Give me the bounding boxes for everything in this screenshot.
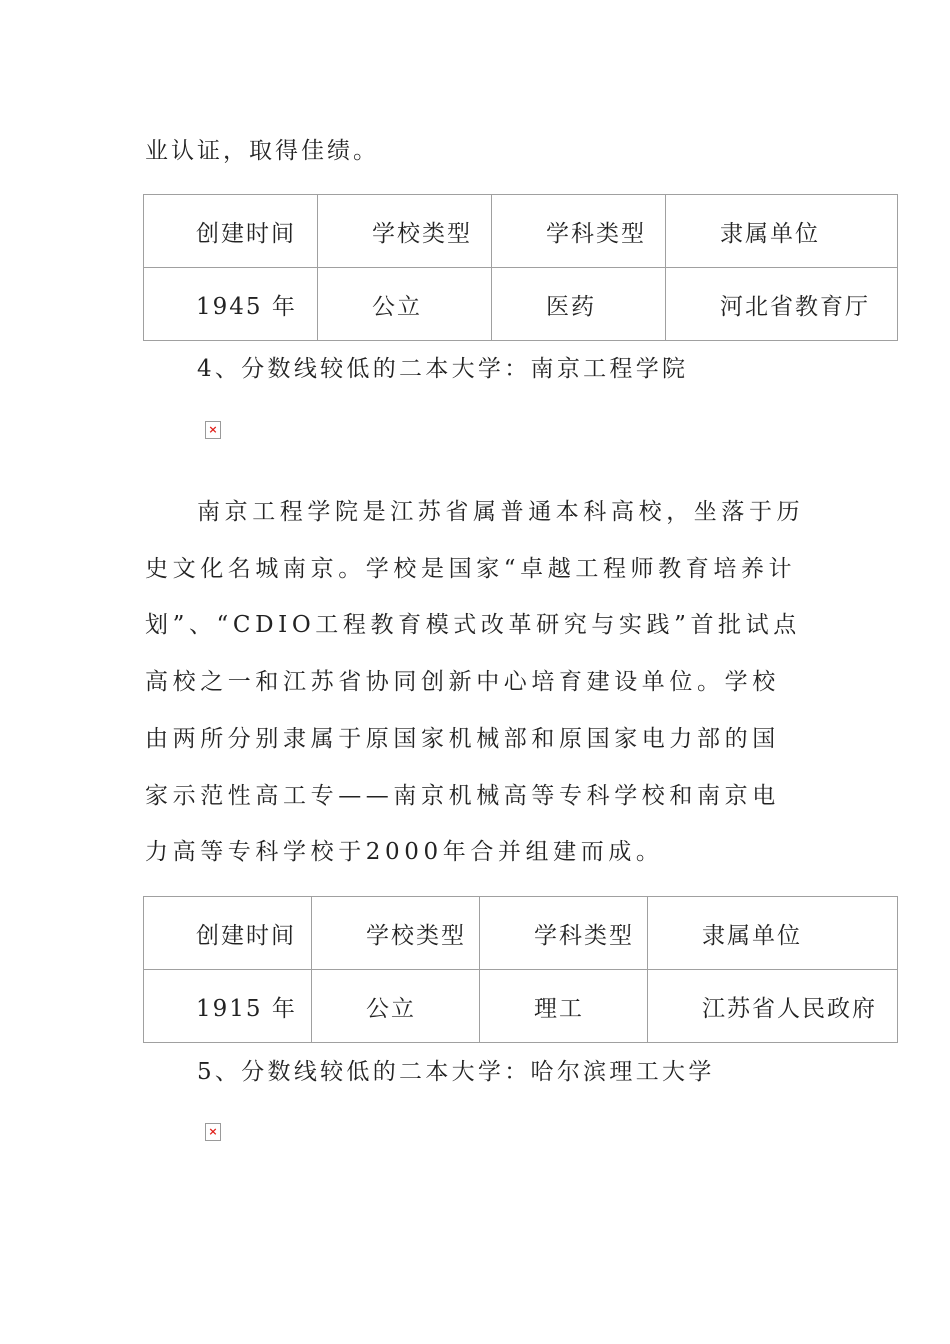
table-cell: 隶属单位 [648, 897, 898, 970]
table-cell: 学校类型 [318, 195, 492, 268]
info-table-1 [143, 194, 898, 341]
intro-line: 业认证，取得佳绩。 [145, 138, 379, 164]
table-cell: 学科类型 [492, 195, 666, 268]
table-cell: 学校类型 [312, 897, 480, 970]
table-header-row [144, 897, 898, 970]
table-cell: 创建时间 [144, 897, 312, 970]
table-cell: 学科类型 [480, 897, 648, 970]
broken-image-icon: × [205, 1123, 221, 1141]
table-cell: 理工 [480, 970, 648, 1043]
paragraph-nanjing [145, 484, 805, 881]
table-cell: 创建时间 [144, 195, 318, 268]
table-cell: 江苏省人民政府 [648, 970, 898, 1043]
table-cell: 1945 年 [144, 268, 318, 341]
section-heading-4: 4、分数线较低的二本大学：南京工程学院 [197, 356, 689, 382]
section-heading-5: 5、分数线较低的二本大学：哈尔滨理工大学 [197, 1059, 715, 1085]
table-row [144, 970, 898, 1043]
table-cell: 1915 年 [144, 970, 312, 1043]
table-header-row [144, 195, 898, 268]
table-cell: 公立 [318, 268, 492, 341]
table-cell: 隶属单位 [666, 195, 898, 268]
paragraph-text: 南京工程学院是江苏省属普通本科高校，坐落于历史文化名城南京。学校是国家“卓越工程师教育培养计划”、“CDIO工程教育模式改革研究与实践”首批试点高校之一和江苏省协同创新中心培育建设单位。学校由两所分别隶属于原国家机械部和原国家电力部的国家示范性高工专——南京机械高等专科学校和南京电力高等专科学校于2000年合并组建而成。 [145, 499, 805, 866]
table-cell: 公立 [312, 970, 480, 1043]
broken-image-icon: × [205, 421, 221, 439]
table-cell: 河北省教育厅 [666, 268, 898, 341]
table-row [144, 268, 898, 341]
info-table-2 [143, 896, 898, 1043]
table-cell: 医药 [492, 268, 666, 341]
